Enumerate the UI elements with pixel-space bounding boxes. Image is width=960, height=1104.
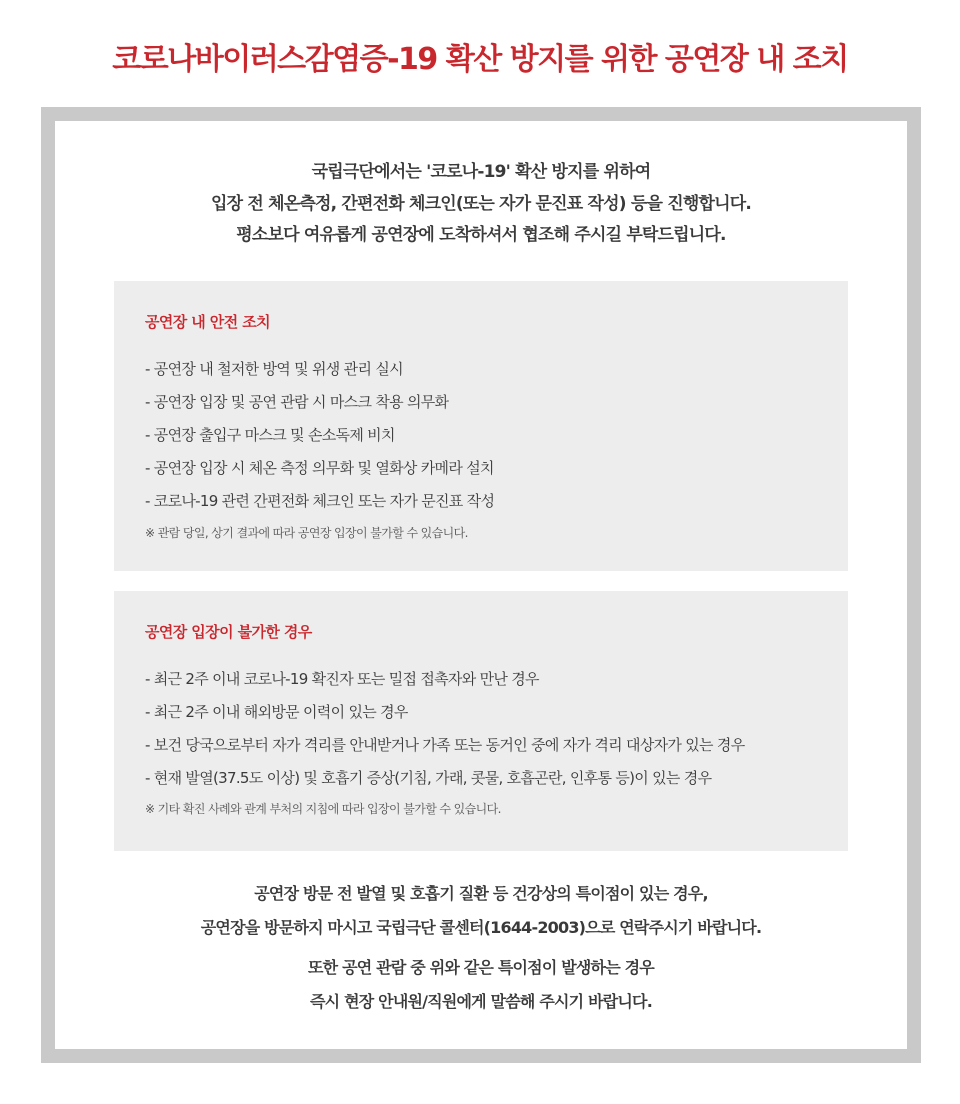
intro-line: 입장 전 체온측정, 간편전화 체크인(또는 자가 문진표 작성) 등을 진행합니다. [211, 193, 751, 214]
safety-measures-list [145, 353, 494, 518]
list-item: - 공연장 입장 및 공연 관람 시 마스크 착용 의무화 [145, 393, 449, 411]
closing-line: 공연장 방문 전 발열 및 호흡기 질환 등 건강상의 특이점이 있는 경우, [254, 884, 708, 903]
intro-line: 평소보다 여유롭게 공연장에 도착하셔서 협조해 주시길 부탁드립니다. [236, 225, 726, 245]
list-item: - 현재 발열(37.5도 이상) 및 호흡기 증상(기침, 가래, 콧물, 호흡곤란, 인후통 등)이 있는 경우 [145, 769, 712, 787]
notice-frame [41, 107, 921, 1063]
safety-measures-box [114, 281, 848, 571]
list-item: - 공연장 내 철저한 방역 및 위생 관리 실시 [145, 360, 403, 378]
safety-measures-note: ※ 관람 당일, 상기 결과에 따라 공연장 입장이 불가할 수 있습니다. [145, 526, 468, 540]
list-item: - 최근 2주 이내 해외방문 이력이 있는 경우 [145, 703, 408, 721]
entry-restriction-box [114, 591, 848, 851]
intro-line: 국립극단에서는 '코로나-19' 확산 방지를 위하여 [311, 162, 651, 182]
list-item: - 공연장 입장 시 체온 측정 의무화 및 열화상 카메라 설치 [145, 459, 494, 477]
closing-paragraph-1 [55, 877, 907, 945]
closing-line: 또한 공연 관람 중 위와 같은 특이점이 발생하는 경우 [308, 958, 654, 977]
intro-text [55, 157, 907, 252]
list-item: - 공연장 출입구 마스크 및 손소독제 비치 [145, 426, 395, 444]
safety-measures-title: 공연장 내 안전 조치 [145, 313, 270, 331]
notice-panel [55, 121, 907, 1049]
entry-restriction-list [145, 663, 744, 795]
list-item: - 보건 당국으로부터 자가 격리를 안내받거나 가족 또는 동거인 중에 자가 격리 대상자가 있는 경우 [145, 736, 745, 754]
list-item: - 최근 2주 이내 코로나-19 확진자 또는 밀접 접촉자와 만난 경우 [145, 670, 539, 688]
closing-line: 즉시 현장 안내원/직원에게 말씀해 주시기 바랍니다. [310, 992, 652, 1011]
closing-line: 공연장을 방문하지 마시고 국립극단 콜센터(1644-2003)으로 연락주시기 바랍니다. [200, 918, 762, 937]
page-title: 코로나바이러스감염증-19 확산 방지를 위한 공연장 내 조치 [112, 42, 848, 77]
closing-paragraph-2 [55, 951, 907, 1019]
list-item: - 코로나-19 관련 간편전화 체크인 또는 자가 문진표 작성 [145, 492, 495, 510]
entry-restriction-note: ※ 기타 확진 사례와 관계 부처의 지침에 따라 입장이 불가할 수 있습니다. [145, 802, 501, 816]
entry-restriction-title: 공연장 입장이 불가한 경우 [145, 623, 312, 641]
